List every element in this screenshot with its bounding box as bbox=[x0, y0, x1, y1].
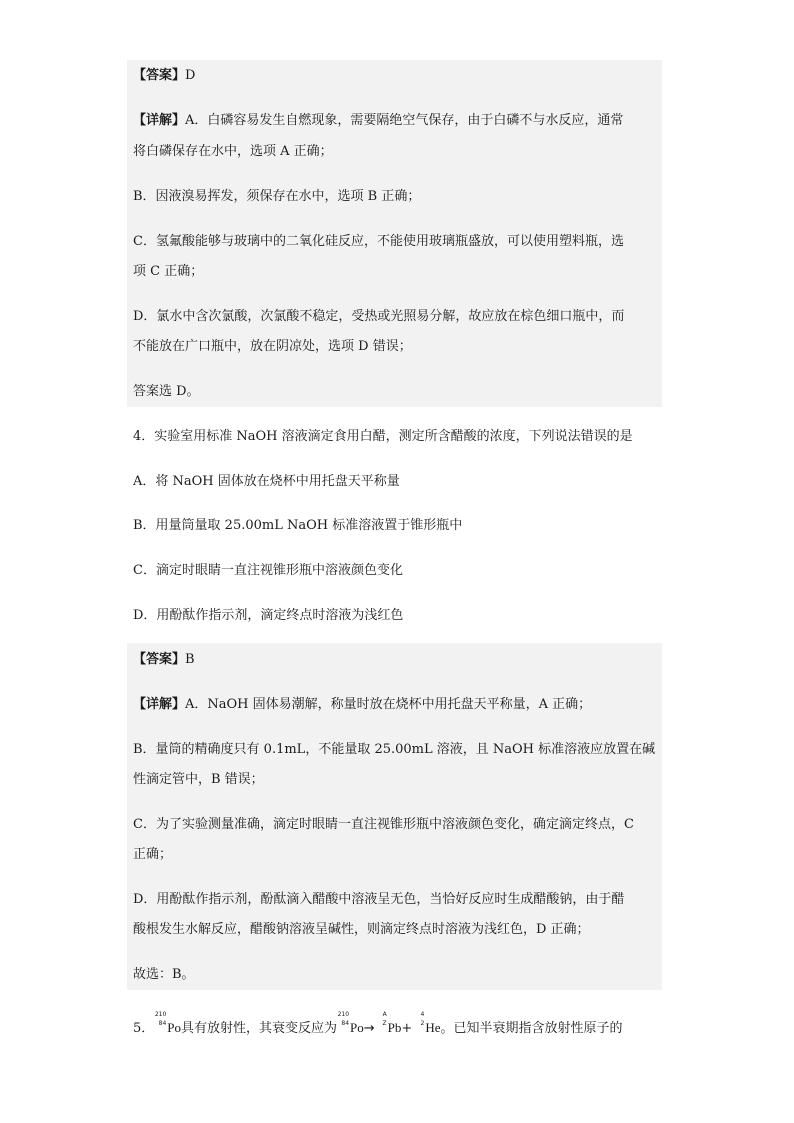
mass-number: 210 bbox=[337, 1011, 350, 1018]
answer-tag: 【答案】 bbox=[133, 652, 186, 667]
option-c: C．滴定时眼睛一直注视锥形瓶中溶液颜色变化 bbox=[133, 563, 403, 578]
detail-tag: 【详解】 bbox=[133, 697, 186, 712]
nuclide-pb bbox=[375, 1011, 388, 1032]
nuclide-po bbox=[337, 1011, 350, 1032]
answer-value: B bbox=[185, 652, 195, 667]
detail-text: A．NaOH 固体易潮解，称量时放在烧杯中用托盘天平称量，A 正确； bbox=[185, 697, 592, 712]
reaction-arrow: → bbox=[363, 1021, 375, 1036]
detail-line: 将白磷保存在水中，选项 A 正确； bbox=[133, 144, 333, 159]
detail-line: 故选：B。 bbox=[133, 967, 195, 982]
detail-text: A．白磷容易发生自燃现象，需要隔绝空气保存，由于白磷不与水反应，通常 bbox=[185, 113, 624, 128]
detail-line: C．为了实验测量准确，滴定时眼睛一直注视锥形瓶中溶液颜色变化，确定滴定终点，C bbox=[133, 817, 634, 832]
nuclide-po bbox=[154, 1011, 167, 1032]
option-b: B．用量筒量取 25.00mL NaOH 标准溶液置于锥形瓶中 bbox=[133, 518, 463, 533]
mass-number: 4 bbox=[420, 1011, 425, 1018]
detail-line: D．用酚酞作指示剂，酚酞滴入醋酸中溶液呈无色，当恰好反应时生成醋酸钠，由于醋 bbox=[133, 892, 625, 907]
detail-line: 正确； bbox=[133, 847, 173, 862]
question-stem-q5 bbox=[133, 1011, 623, 1037]
atomic-number: 2 bbox=[420, 1020, 425, 1027]
answer-value: D bbox=[185, 68, 196, 83]
plus-sign: + bbox=[401, 1021, 413, 1036]
option-d: D．用酚酞作指示剂，滴定终点时溶液为浅红色 bbox=[133, 608, 404, 623]
answer-line-q4 bbox=[133, 652, 195, 668]
question-stem-q4: 4．实验室用标准 NaOH 溶液滴定食用白醋，测定所含醋酸的浓度，下列说法错误的是 bbox=[133, 429, 633, 444]
detail-line: 答案选 D。 bbox=[133, 384, 200, 399]
detail-line: 项 C 正确； bbox=[133, 264, 204, 279]
element-symbol: Po bbox=[167, 1020, 182, 1035]
mass-number: A bbox=[382, 1011, 387, 1018]
detail-line: C．氢氟酸能够与玻璃中的二氧化硅反应，不能使用玻璃瓶盛放，可以使用塑料瓶，选 bbox=[133, 234, 624, 249]
mass-number: 210 bbox=[154, 1011, 167, 1018]
detail-line: B．因液溴易挥发，须保存在水中，选项 B 正确； bbox=[133, 189, 421, 204]
element-symbol: Pb bbox=[387, 1020, 402, 1035]
detail-line: 酸根发生水解反应，醋酸钠溶液呈碱性，则滴定终点时溶液为浅红色，D 正确； bbox=[133, 922, 590, 937]
detail-line bbox=[133, 113, 623, 129]
answer-tag: 【答案】 bbox=[133, 68, 186, 83]
detail-line: 性滴定管中，B 错误； bbox=[133, 772, 264, 787]
question-number: 5． bbox=[133, 1021, 155, 1036]
nuclide-he bbox=[412, 1011, 425, 1032]
detail-line: D．氯水中含次氯酸，次氯酸不稳定，受热或光照易分解，故应放在棕色细口瓶中，而 bbox=[133, 309, 625, 324]
atomic-number: 84 bbox=[158, 1020, 167, 1027]
answer-line-q3 bbox=[133, 68, 195, 84]
detail-line bbox=[133, 697, 591, 713]
element-symbol: Po bbox=[350, 1020, 364, 1035]
option-a: A．将 NaOH 固体放在烧杯中用托盘天平称量 bbox=[133, 474, 400, 489]
atomic-number: 84 bbox=[341, 1020, 350, 1027]
detail-line: B．量筒的精确度只有 0.1mL，不能量取 25.00mL 溶液，且 NaOH 标准溶液应放置在碱 bbox=[133, 742, 656, 757]
element-symbol: He bbox=[425, 1020, 441, 1035]
stem-text: 。已知半衰期指含放射性原子的 bbox=[440, 1021, 623, 1036]
atomic-number: Z bbox=[382, 1020, 387, 1027]
detail-tag: 【详解】 bbox=[133, 113, 186, 128]
stem-text: 具有放射性，其衰变反应为 bbox=[181, 1021, 338, 1036]
detail-line: 不能放在广口瓶中，放在阴凉处，选项 D 错误； bbox=[133, 339, 412, 354]
